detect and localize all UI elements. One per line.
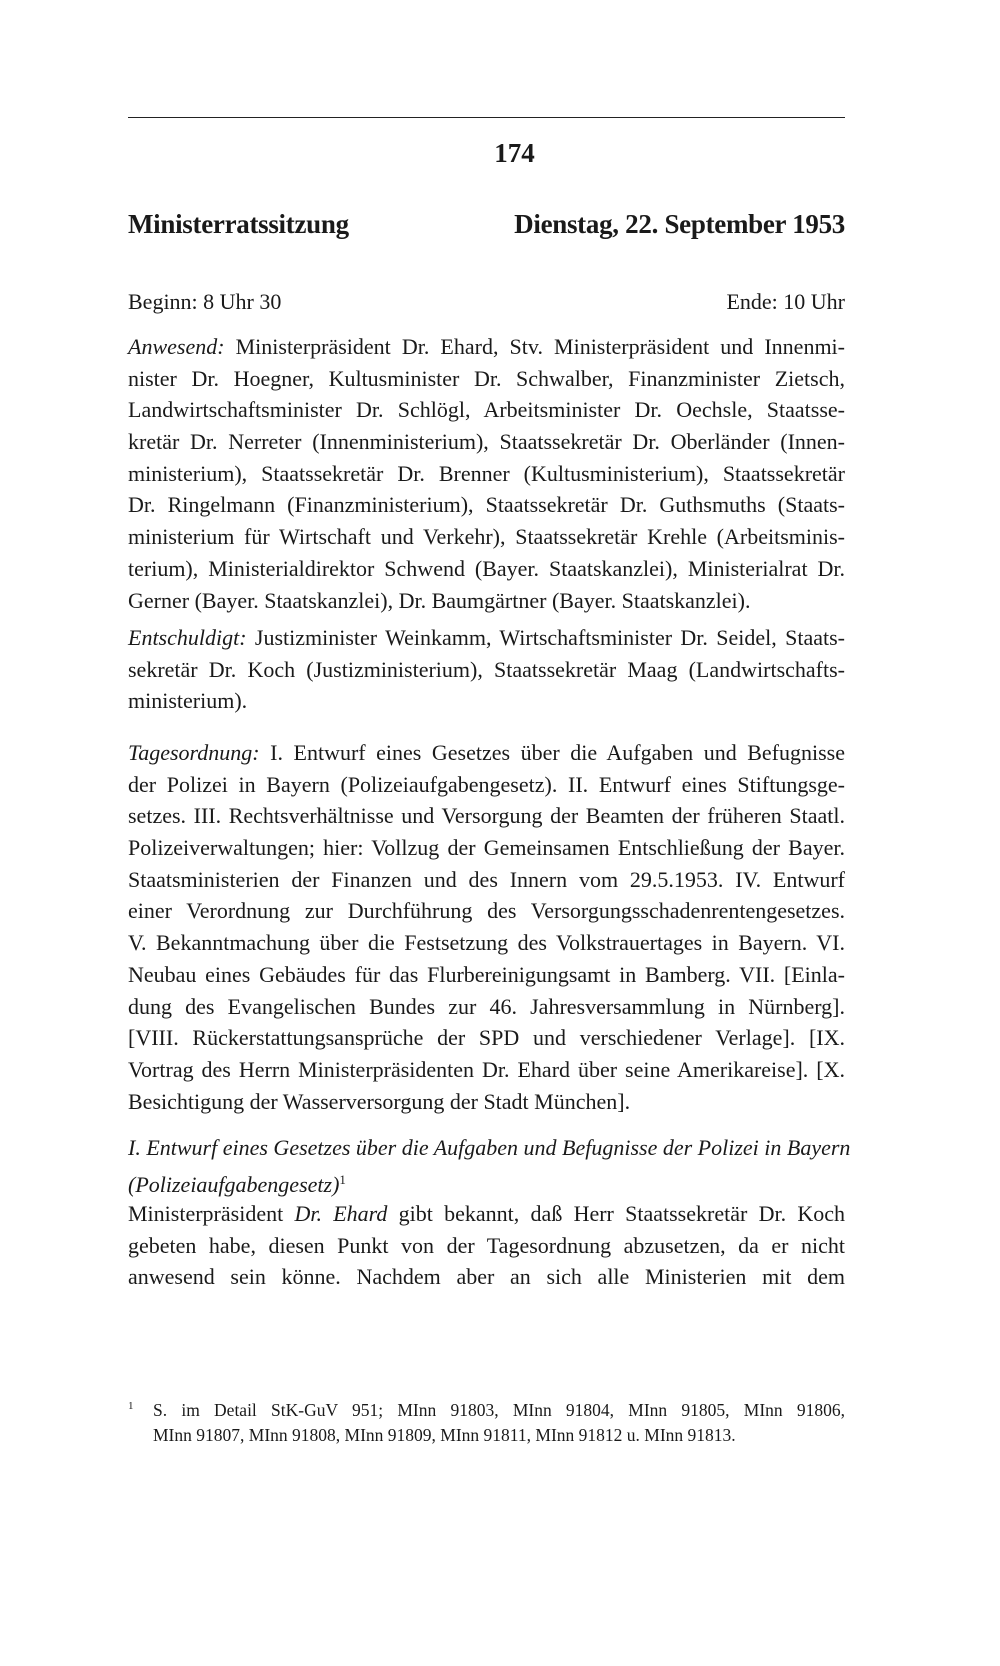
text-line: V. Bekanntmachung über die Festsetzung des Volkstrauertages in Bayern. VI. [128, 930, 845, 956]
text-line: [VIII. Rückerstattungsansprüche der SPD und verschiedener Verlage]. [IX. [128, 1025, 845, 1051]
text-line: Ministerpräsident Dr. Ehard gibt bekannt, daß Herr Staatssekretär Dr. Koch [128, 1201, 845, 1226]
text-line: dung des Evangelischen Bundes zur 46. Jahresversammlung in Nürnberg]. [128, 993, 845, 1019]
document-title: Ministerratssitzung [128, 209, 349, 239]
running-header [128, 209, 845, 240]
text-line: I. Entwurf eines Gesetzes über die Aufgaben und Befugnisse der Polizei in Bayern [128, 1135, 851, 1160]
agenda-label: Tagesordnung: [128, 740, 260, 765]
text-line: kretär Dr. Nerreter (Innenministerium), Staatssekretär Dr. Oberländer (Innen- [128, 429, 845, 455]
header-rule [128, 117, 845, 118]
section-heading [128, 1132, 851, 1197]
text-line: Staatsministerien der Finanzen und des Innern vom 29.5.1953. IV. Entwurf [128, 866, 845, 892]
text-line: (Polizeiaufgabengesetz)$^1$ [128, 1171, 346, 1197]
attendees-paragraph [128, 331, 845, 616]
text-line: ministerium), Staatssekretär Dr. Brenner (Kultusministerium), Staatssekretär [128, 460, 845, 486]
excused-label: Entschuldigt: [128, 625, 247, 650]
text-line: Tagesordnung: I. Entwurf eines Gesetzes über die Aufgaben und Befugnisse [128, 740, 845, 765]
section-body [128, 1198, 845, 1293]
text-line: Dr. Ringelmann (Finanzministerium), Staatssekretär Dr. Guthsmuths (Staats- [128, 492, 845, 518]
session-times [128, 289, 845, 315]
text-line: Entschuldigt: Justizminister Weinkamm, Wirtschaftsminister Dr. Seidel, Staats- [128, 625, 845, 650]
attendees-label: Anwesend: [128, 334, 225, 359]
text-line: nister Dr. Hoegner, Kultusminister Dr. Schwalber, Finanzminister Zietsch, [128, 365, 845, 391]
end-time: Ende: 10 Uhr [726, 289, 845, 314]
text-line: MInn 91807, MInn 91808, MInn 91809, MInn 91811, MInn 91812 u. MInn 91813. [153, 1424, 736, 1445]
text-line: einer Verordnung zur Durchführung des Versorgungsschadenrentengesetzes. [128, 898, 845, 924]
text-line: ministerium). [128, 688, 248, 714]
footnote [128, 1398, 845, 1447]
text-line: gebeten habe, diesen Punkt von der Tagesordnung abzusetzen, da er nicht [128, 1232, 845, 1258]
text-line: Landwirtschaftsminister Dr. Schlögl, Arbeitsminister Dr. Oechsle, Staatsse- [128, 397, 845, 423]
begin-time: Beginn: 8 Uhr 30 [128, 289, 282, 314]
text-line: ministerium für Wirtschaft und Verkehr), Staatssekretär Krehle (Arbeitsminis- [128, 524, 845, 550]
text-line: Besichtigung der Wasserversorgung der Stadt München]. [128, 1088, 631, 1114]
text-line: terium), Ministerialdirektor Schwend (Bayer. Staatskanzlei), Ministerialrat Dr. [128, 555, 845, 581]
text-line: setzes. III. Rechtsverhältnisse und Versorgung der Beamten der früheren Staatl. [128, 803, 845, 829]
text-line: Anwesend: Ministerpräsident Dr. Ehard, Stv. Ministerpräsident und Innenmi- [128, 334, 845, 359]
footnote-reference[interactable]: 1 [339, 1171, 346, 1187]
excused-paragraph [128, 622, 845, 717]
text-line: der Polizei in Bayern (Polizeiaufgabengesetz). II. Entwurf eines Stiftungsge- [128, 771, 845, 797]
text-line: S. im Detail StK-GuV 951; MInn 91803, MInn 91804, MInn 91805, MInn 91806, [153, 1400, 845, 1420]
text-line: Gerner (Bayer. Staatskanzlei), Dr. Baumgärtner (Bayer. Staatskanzlei). [128, 587, 751, 613]
text-line: anwesend sein könne. Nachdem aber an sich alle Ministerien mit dem [128, 1264, 845, 1290]
text-line: Neubau eines Gebäudes für das Flurbereinigungsamt in Bamberg. VII. [Einla- [128, 961, 845, 987]
text-line: sekretär Dr. Koch (Justizministerium), Staatssekretär Maag (Landwirtschafts- [128, 656, 845, 682]
page-number: 174 [494, 138, 535, 168]
text-line: Vortrag des Herrn Ministerpräsidenten Dr. Ehard über seine Amerikareise]. [X. [128, 1056, 845, 1082]
footnote-mark: 1 [128, 1400, 134, 1412]
person-name: Dr. Ehard [294, 1201, 388, 1226]
text-line: Polizeiverwaltungen; hier: Vollzug der Gemeinsamen Entschließung der Bayer. [128, 835, 845, 861]
agenda-paragraph [128, 737, 845, 1117]
session-date: Dienstag, 22. September 1953 [514, 209, 845, 239]
